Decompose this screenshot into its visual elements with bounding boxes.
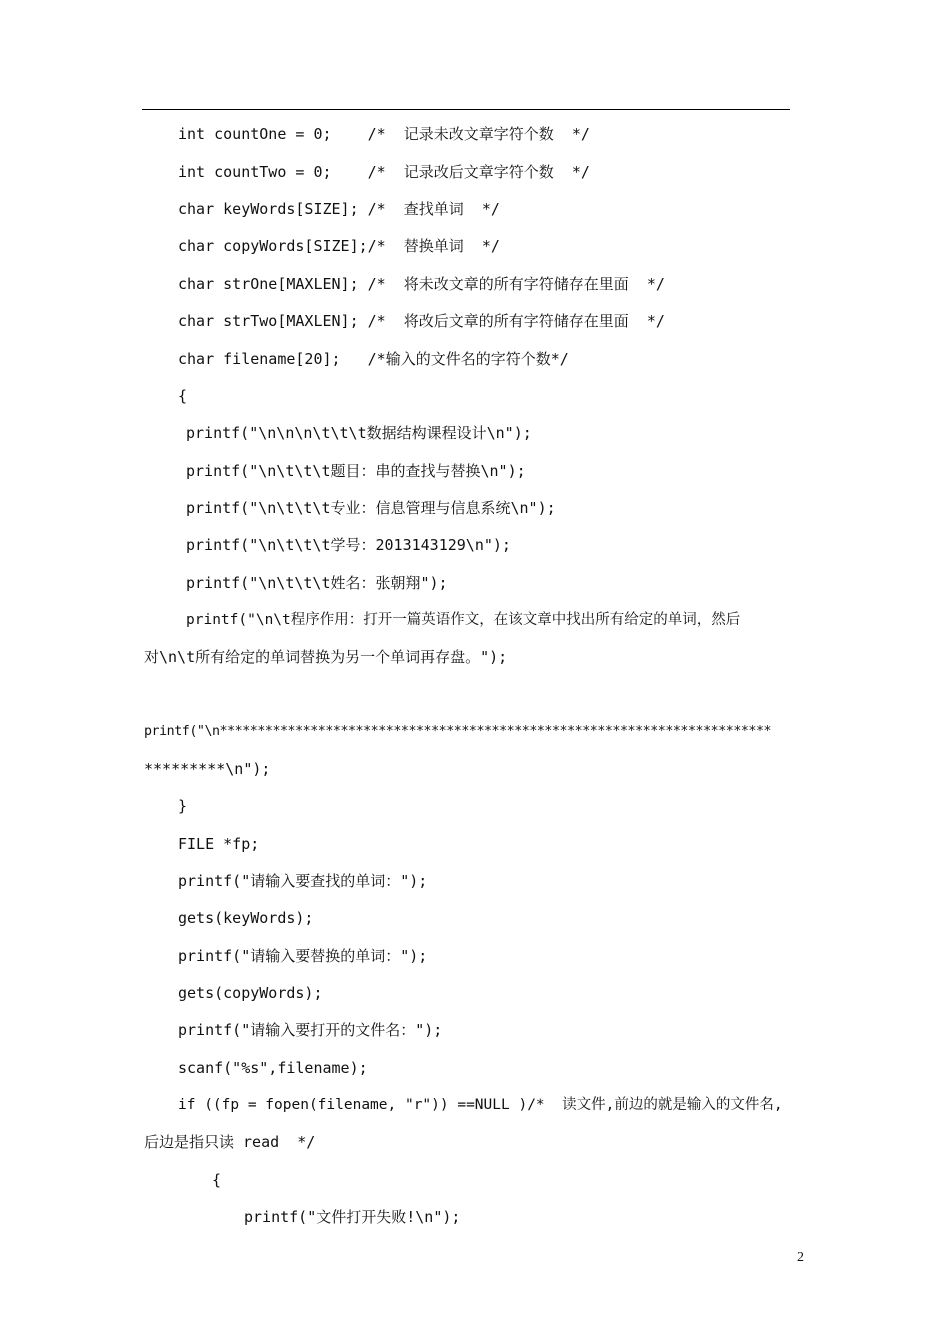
code-line-12: printf("\n\t\t\t学号：2013143129\n"); — [186, 536, 511, 554]
code-line-26: if ((fp = fopen(filename, "r")) ==NULL )/* 读文件,前边的就是输入的文件名, — [178, 1097, 783, 1113]
code-line-2: int countTwo = 0; /* 记录改后文章字符个数 */ — [178, 163, 590, 181]
code-line-27: 后边是指只读 read */ — [144, 1133, 316, 1151]
code-line-9: printf("\n\n\n\t\t\t数据结构课程设计\n"); — [186, 424, 532, 442]
code-line-25: scanf("%s",filename); — [178, 1059, 368, 1077]
code-line-8: { — [178, 387, 188, 405]
code-line-13: printf("\n\t\t\t姓名：张朝翔"); — [186, 574, 448, 592]
code-line-4: char copyWords[SIZE];/* 替换单词 */ — [178, 237, 500, 255]
code-line-22: printf("请输入要替换的单词："); — [178, 947, 428, 965]
header-rule — [142, 109, 790, 110]
code-line-14: printf("\n\t程序作用：打开一篇英语作文，在该文章中找出所有给定的单词，然后 — [186, 612, 741, 628]
code-line-28: { — [212, 1171, 222, 1189]
code-line-15: 对\n\t所有给定的单词替换为另一个单词再存盘。"); — [144, 648, 508, 666]
code-line-29: printf("文件打开失败!\n"); — [244, 1208, 461, 1226]
code-line-16: printf("\n************************************************************************* — [144, 724, 772, 739]
code-line-6: char strTwo[MAXLEN]; /* 将改后文章的所有字符储存在里面 */ — [178, 312, 665, 330]
code-line-1: int countOne = 0; /* 记录未改文章字符个数 */ — [178, 125, 590, 143]
code-line-11: printf("\n\t\t\t专业：信息管理与信息系统\n"); — [186, 499, 556, 517]
code-line-3: char keyWords[SIZE]; /* 查找单词 */ — [178, 200, 500, 218]
code-line-21: gets(keyWords); — [178, 909, 314, 927]
code-line-7: char filename[20]; /*输入的文件名的字符个数*/ — [178, 350, 569, 368]
code-line-20: printf("请输入要查找的单词："); — [178, 872, 428, 890]
code-line-17: *********\n"); — [144, 760, 271, 778]
code-line-5: char strOne[MAXLEN]; /* 将未改文章的所有字符储存在里面 */ — [178, 275, 665, 293]
code-line-10: printf("\n\t\t\t题目：串的查找与替换\n"); — [186, 462, 526, 480]
code-line-24: printf("请输入要打开的文件名："); — [178, 1021, 443, 1039]
code-line-19: FILE *fp; — [178, 835, 260, 853]
code-line-23: gets(copyWords); — [178, 984, 323, 1002]
code-line-18: } — [178, 797, 188, 815]
page-number: 2 — [797, 1250, 804, 1265]
